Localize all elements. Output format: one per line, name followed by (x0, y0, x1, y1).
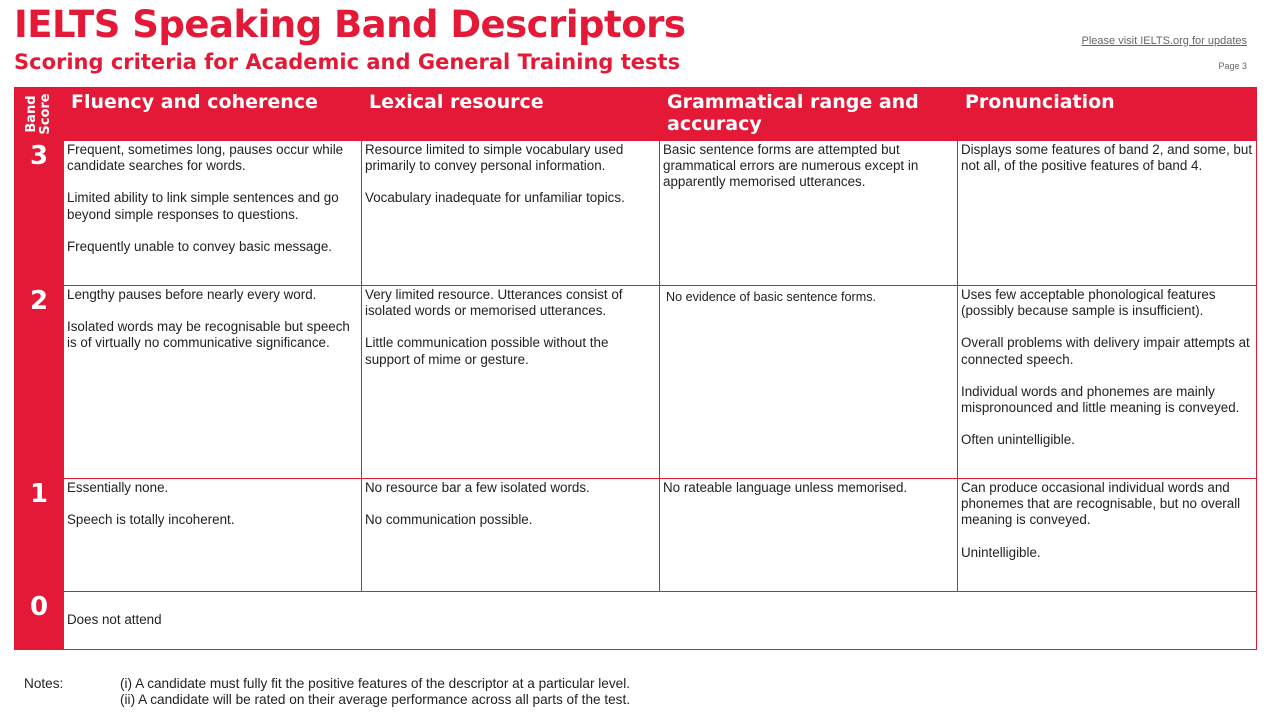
note-item: (i) A candidate must fully fit the positive features of the descriptor at a particular level. (120, 676, 631, 691)
cell-band-3-lexical: Resource limited to simple vocabulary used primarily to convey personal information. Vocabulary inadequate for unfamiliar topics. (362, 141, 660, 286)
band-score-0: 0 (15, 592, 64, 650)
column-header-pronunciation: Pronunciation (958, 88, 1257, 141)
table-header-row (15, 88, 1257, 141)
cell-band-2-fluency: Lengthy pauses before nearly every word. Isolated words may be recognisable but speech is of virtually no communicative significance. (64, 286, 362, 479)
cell-band-3-pronunciation: Displays some features of band 2, and some, but not all, of the positive features of band 4. (958, 141, 1257, 286)
updates-link[interactable]: Please visit IELTS.org for updates (1081, 35, 1247, 47)
band-score-1: 1 (15, 479, 64, 592)
table-row-band-1 (15, 479, 1257, 592)
cell-band-1-grammar: No rateable language unless memorised. (660, 479, 958, 592)
cell-band-3-grammar: Basic sentence forms are attempted but grammatical errors are numerous except in apparently memorised utterances. (660, 141, 958, 286)
band-score-2: 2 (15, 286, 64, 479)
cell-band-2-pronunciation: Uses few acceptable phonological features (possibly because sample is insufficient). Overall problems with delivery impair attempts at connected speech. Individual words and phonemes are mainly mispronounced and little meaning is conveyed. Often unintelligible. (958, 286, 1257, 479)
band-score-header-label: Band Score (24, 93, 53, 135)
table-row-band-2 (15, 286, 1257, 479)
cell-band-2-lexical: Very limited resource. Utterances consist of isolated words or memorised utterances. Little communication possible without the support of mime or gesture. (362, 286, 660, 479)
column-header-grammar: Grammatical range and accuracy (660, 88, 958, 141)
table-row-band-3 (15, 141, 1257, 286)
page-subtitle: Scoring criteria for Academic and General Training tests (14, 50, 681, 74)
column-header-fluency: Fluency and coherence (64, 88, 362, 141)
table-row-band-0 (15, 592, 1257, 650)
band-score-header (15, 88, 64, 141)
cell-band-1-fluency: Essentially none. Speech is totally incoherent. (64, 479, 362, 592)
cell-band-1-lexical: No resource bar a few isolated words. No communication possible. (362, 479, 660, 592)
cell-band-0-all: Does not attend (64, 592, 1257, 650)
page-title: IELTS Speaking Band Descriptors (14, 3, 686, 46)
notes-label: Notes: (24, 676, 64, 691)
notes-list (120, 676, 630, 709)
band-score-3: 3 (15, 141, 64, 286)
cell-band-1-pronunciation: Can produce occasional individual words and phonemes that are recognisable, but no overall meaning is conveyed. Unintelligible. (958, 479, 1257, 592)
cell-band-2-grammar: No evidence of basic sentence forms. (660, 286, 958, 479)
column-header-lexical: Lexical resource (362, 88, 660, 141)
band-descriptors-table (14, 87, 1257, 650)
note-item: (ii) A candidate will be rated on their average performance across all parts of the test. (120, 692, 631, 708)
cell-band-3-fluency: Frequent, sometimes long, pauses occur while candidate searches for words. Limited ability to link simple sentences and go beyond simple responses to questions. Frequently unable to convey basic message. (64, 141, 362, 286)
page-number: Page 3 (1218, 61, 1247, 71)
